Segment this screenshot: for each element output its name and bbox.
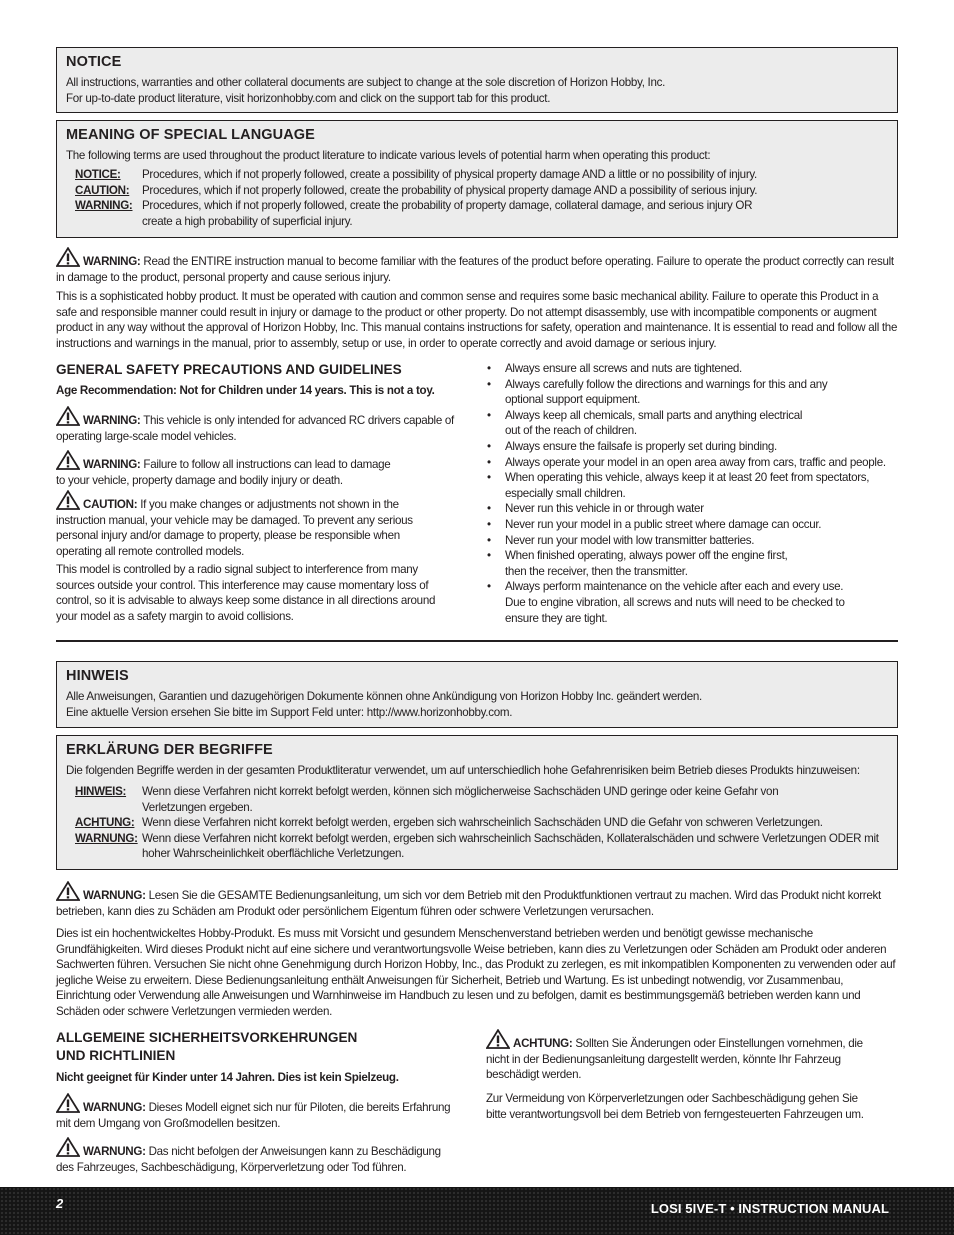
- list-item: • Always carefully follow the directions and warnings for this and any optional support equipment.: [487, 377, 842, 408]
- term-definition: [75, 831, 888, 862]
- safety-warning-1: [56, 406, 456, 444]
- list-item: • When finished operating, always power off the engine first, then the receiver, then the transmitter.: [487, 548, 807, 579]
- list-item: • Always keep all chemicals, small parts and anything electrical out of the reach of children.: [487, 408, 817, 439]
- warning-label: WARNUNG:: [83, 1145, 146, 1158]
- special-language-box: [56, 120, 898, 238]
- warning-label: WARNING:: [83, 458, 141, 471]
- begriffe-box: [56, 735, 898, 870]
- list-item: • Always operate your model in an open area away from cars, traffic and people.: [487, 455, 899, 471]
- list-item: • Never run this vehicle in or through water: [487, 501, 899, 517]
- warning-text: Failure to follow all instructions can lead to damage to your vehicle, property damage and bodily injury or death.: [56, 458, 391, 487]
- warning-label: WARNUNG:: [83, 1101, 146, 1114]
- warning-triangle-icon: [56, 1137, 80, 1157]
- age-recommendation-de: Nicht geeignet für Kinder unter 14 Jahren. Dies ist kein Spielzeug.: [56, 1071, 399, 1084]
- safety-warning-2-de: [56, 1137, 451, 1175]
- main-warning: [56, 247, 898, 285]
- warning-text: Das nicht befolgen der Anweisungen kann zu Beschädigung des Fahrzeuges, Sachbeschädigung, Körperverletzung oder Tod führen.: [56, 1145, 441, 1174]
- term-definition: [75, 198, 888, 229]
- term-definition: [75, 784, 888, 815]
- main-warning-de: [56, 881, 898, 919]
- caution-text: Sollten Sie Änderungen oder Einstellungen vornehmen, die nicht in der Bedienungsanleitung dargestellt werden, könnte Ihr Fahrzeug beschädigt werden.: [486, 1037, 863, 1082]
- term-definition: [75, 815, 888, 831]
- safety-warning-1-de: [56, 1093, 466, 1131]
- special-language-heading: MEANING OF SPECIAL LANGUAGE: [66, 127, 315, 143]
- safety-heading-line: UND RICHTLINIEN: [56, 1048, 176, 1063]
- caution-label: CAUTION:: [83, 498, 138, 511]
- warning-text: Lesen Sie die GESAMTE Bedienungsanleitung, um sich vor dem Betrieb mit den Produktfunktionen vertraut zu machen. Wird das Produkt nicht korrekt betrieben, kann dies zu Schäden am Produkt oder persönlichem Eigentum führen oder schwere Verletzungen verursachen.: [56, 889, 881, 918]
- term-description: Procedures, which if not properly followed, create the probability of property damage, collateral damage, and serious injury OR create a high probability of superficial injury.: [142, 199, 753, 228]
- warning-label: WARNING:: [83, 414, 141, 427]
- notice-heading: NOTICE: [66, 54, 122, 70]
- term-description: Procedures, which if not properly followed, create a possibility of physical property damage AND a little or no possibility of injury.: [142, 168, 757, 181]
- term-definition: [75, 167, 888, 183]
- warning-text: Read the ENTIRE instruction manual to become familiar with the features of the product before operating. Failure to operate the product correctly can result in damage to the product, personal property and cause serious injury.: [56, 255, 894, 284]
- avoid-injury-paragraph-de: Zur Vermeidung von Körperverletzungen oder Sachbeschädigung gehen Sie bitte verantwortungsvoll bei dem Betrieb von ferngesteuerten Fahrzeugen um.: [486, 1092, 864, 1121]
- hinweis-line: Alle Anweisungen, Garantien und dazugehörigen Dokumente können ohne Ankündigung von Horizon Hobby Inc. geändert werden.: [66, 690, 702, 703]
- term-label: HINWEIS:: [75, 785, 127, 798]
- caution-label: ACHTUNG:: [513, 1037, 573, 1050]
- special-language-intro: The following terms are used throughout the product literature to indicate various levels of potential harm when operating this product:: [66, 149, 711, 162]
- warning-triangle-icon: [56, 450, 80, 470]
- list-item: • Always ensure the failsafe is properly set during binding.: [487, 439, 899, 455]
- safety-heading-line: ALLGEMEINE SICHERHEITSVORKEHRUNGEN: [56, 1030, 358, 1045]
- sophisticated-product-paragraph: This is a sophisticated hobby product. It must be operated with caution and common sense and requires some basic mechanical ability. Failure to operate this Product in a safe and responsible manner could result in injury or damage to the product or other property. Do not attempt disassembly, use with incompatible components or augment product in any way without the approval of Horizon Hobby, Inc. This manual contains instructions for safety, operation and maintenance. It is essential to read and follow all the instructions and warnings in the manual, prior to assembly, setup or use, in order to operate correctly and avoid damage or serious injury.: [56, 290, 898, 350]
- warning-triangle-icon: [56, 1093, 80, 1113]
- term-description: Procedures, which if not properly followed, create the probability of physical property damage AND a possibility of serious injury.: [142, 183, 758, 197]
- list-item: • Never run your model in a public street where damage can occur.: [487, 517, 899, 533]
- term-label: CAUTION:: [75, 183, 130, 197]
- warning-triangle-icon: [56, 490, 80, 510]
- hinweis-heading: HINWEIS: [66, 668, 129, 684]
- warning-triangle-icon: [56, 406, 80, 426]
- page-number: 2: [56, 1196, 64, 1211]
- list-item: • Always ensure all screws and nuts are tightened.: [487, 361, 899, 377]
- page-footer: [0, 1187, 954, 1235]
- term-description: Wenn diese Verfahren nicht korrekt befolgt werden, ergeben sich wahrscheinlich Sachschäden UND die Gefahr von schweren Verletzungen.: [142, 816, 823, 830]
- notice-box: [56, 47, 898, 113]
- warning-triangle-icon: [486, 1029, 510, 1049]
- safety-heading-de: [56, 1029, 357, 1065]
- caution-text: If you make changes or adjustments not shown in the instruction manual, your vehicle may be damaged. To prevent any serious personal injury and/or damage to property, please be responsible when operating all remote controlled models.: [56, 498, 413, 558]
- list-item: • Never run your model with low transmitter batteries.: [487, 533, 899, 549]
- term-definitions: [66, 784, 888, 862]
- term-description: Wenn diese Verfahren nicht korrekt befolgt werden, können sich möglicherweise Sachschäden UND geringe oder keine Gefahr von Verletzungen ergeben.: [142, 785, 779, 814]
- age-recommendation: Age Recommendation: Not for Children under 14 years. This is not a toy.: [56, 384, 435, 397]
- radio-interference-paragraph: This model is controlled by a radio signal subject to interference from many sources outside your control. This interference may cause momentary loss of control, so it is advisable to always keep some distance in all directions around your model as a safety margin to avoid collisions.: [56, 563, 436, 623]
- list-item: • Always perform maintenance on the vehicle after each and every use. Due to engine vibration, all screws and nuts will need to be checked to ensure they are tight.: [487, 579, 857, 626]
- warning-triangle-icon: [56, 247, 80, 267]
- begriffe-heading: ERKLÄRUNG DER BEGRIFFE: [66, 742, 273, 758]
- warning-text: This vehicle is only intended for advanced RC drivers capable of operating large-scale model vehicles.: [56, 414, 454, 443]
- section-divider: [56, 640, 898, 642]
- warning-text: Dieses Modell eignet sich nur für Piloten, die bereits Erfahrung mit dem Umgang von Großmodellen besitzen.: [56, 1101, 451, 1130]
- term-definition: [75, 183, 888, 199]
- term-description: Wenn diese Verfahren nicht korrekt befolgt werden, ergeben sich wahrscheinlich Sachschäden, Kollateralschäden und schwere Verletzungen ODER mit hoher Wahrscheinlichkeit oberflächliche Verletzungen.: [142, 831, 879, 861]
- term-definitions: [66, 167, 888, 229]
- warning-label: WARNING:: [83, 255, 141, 268]
- list-item: • When operating this vehicle, always keep it at least 20 feet from spectators, especially small children.: [487, 470, 887, 501]
- safety-caution-de: [486, 1029, 871, 1083]
- term-label: ACHTUNG:: [75, 816, 135, 830]
- term-label: NOTICE:: [75, 168, 121, 181]
- hinweis-box: [56, 661, 898, 728]
- safety-heading: GENERAL SAFETY PRECAUTIONS AND GUIDELINES: [56, 362, 402, 377]
- notice-line: For up-to-date product literature, visit horizonhobby.com and click on the support tab for this product.: [66, 92, 551, 105]
- notice-line: All instructions, warranties and other collateral documents are subject to change at the sole discretion of Horizon Hobby, Inc.: [66, 76, 666, 89]
- sophisticated-product-paragraph-de: Dies ist ein hochentwickeltes Hobby-Produkt. Es muss mit Vorsicht und gesundem Menschenverstand betrieben werden und benötigt gewisse mechanische Grundfähigkeiten. Wird dieses Produkt nicht auf eine sichere und verantwortungsvolle Weise betrieben, kann dies zu Verletzungen oder Schäden am Produkt oder anderen Sachwerten führen. Versuchen Sie nicht ohne Genehmigung durch Horizon Hobby, Inc., das Produkt zu zerlegen, es mit inkompatiblen Komponenten zu verwenden oder auf jegliche Weise zu erweitern. Diese Bedienungsanleitung enthält Anweisungen für Sicherheit, Betrieb und Wartung. Es ist unbedingt notwendig, vor Zusammenbau, Einrichtung oder Verwendung alle Anweisungen und Warnhinweise im Handbuch zu lesen und zu befolgen, damit es bestimmungsgemäß betrieben werden kann und Schäden oder schwere Verletzungen vermieden werden.: [56, 927, 896, 1018]
- safety-bullet-list: [487, 361, 899, 626]
- warning-label: WARNUNG:: [83, 889, 146, 902]
- begriffe-intro: Die folgenden Begriffe werden in der gesamten Produktliteratur verwendet, um auf unterschiedlich hohe Gefahrenrisiken beim Betrieb dieses Produkts hinzuweisen:: [66, 764, 860, 777]
- manual-title: LOSI 5IVE-T • INSTRUCTION MANUAL: [650, 1201, 889, 1216]
- warning-triangle-icon: [56, 881, 80, 901]
- safety-warning-2: [56, 450, 401, 488]
- safety-caution: [56, 490, 434, 559]
- term-label: WARNING:: [75, 199, 133, 213]
- term-label: WARNUNG:: [75, 831, 138, 845]
- hinweis-line: Eine aktuelle Version ersehen Sie bitte im Support Feld unter: http://www.horizonhobby.com.: [66, 706, 513, 719]
